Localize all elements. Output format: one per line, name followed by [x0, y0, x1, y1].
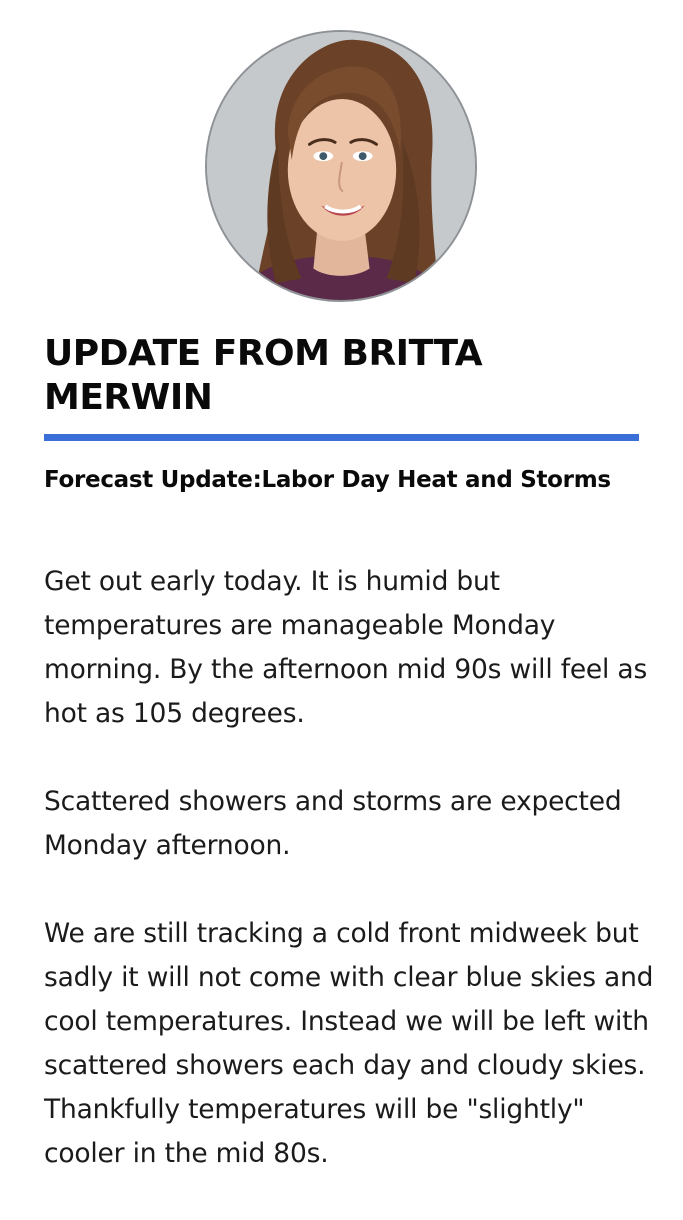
article-body [44, 560, 654, 1220]
article-subheadline: Forecast Update:Labor Day Heat and Storms [44, 467, 611, 493]
body-paragraph: We are still tracking a cold front midweek but sadly it will not come with clear blue skies and cool temperatures. Instead we will be left with scattered showers each day and cloudy skies. Thankfully temperatures will be "slightly" cooler in the mid 80s. [44, 918, 654, 1169]
article-headline: UPDATE FROM BRITTA MERWIN [44, 333, 483, 418]
headline-divider [44, 434, 639, 441]
body-paragraph: Get out early today. It is humid but temperatures are manageable Monday morning. By the afternoon mid 90s will feel as hot as 105 degrees. [44, 566, 648, 729]
author-avatar [205, 30, 477, 302]
body-paragraph: Scattered showers and storms are expected Monday afternoon. [44, 786, 622, 861]
portrait-photo [207, 32, 475, 300]
